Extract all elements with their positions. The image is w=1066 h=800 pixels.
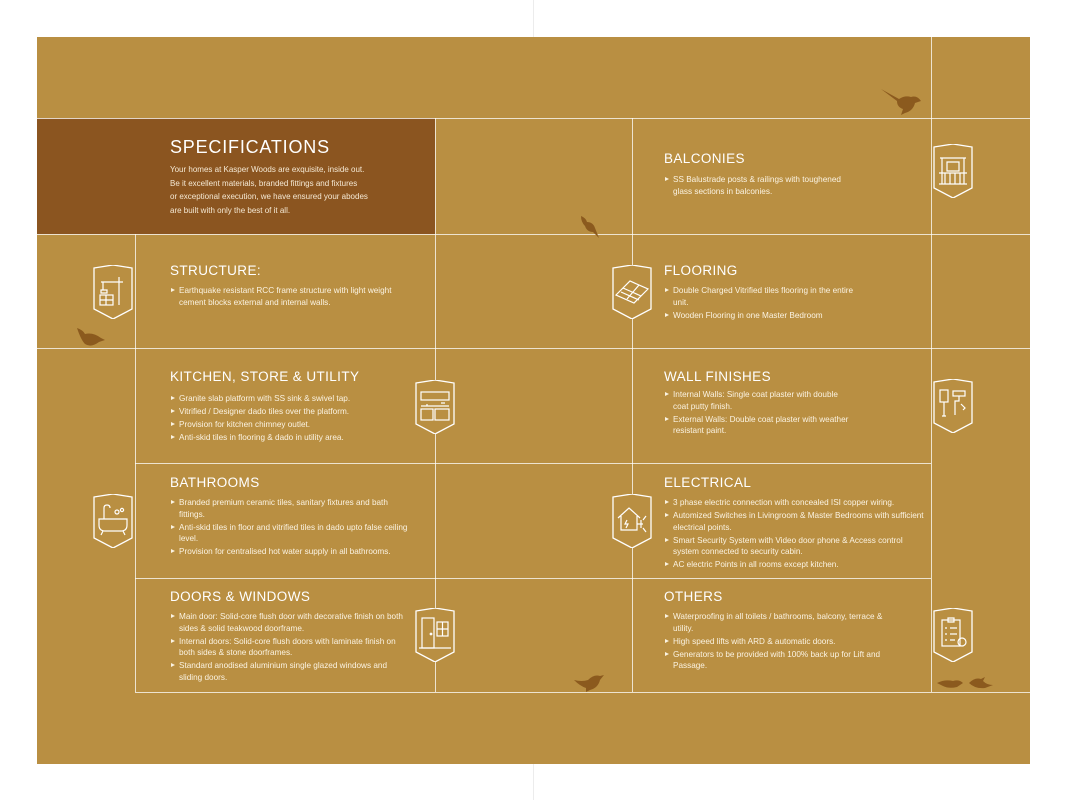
- list-item: Anti-skid tiles in flooring & dado in utility area.: [170, 432, 410, 444]
- others-list: [664, 611, 889, 673]
- wall-title: WALL FINISHES: [664, 369, 771, 384]
- bird-icon: [75, 326, 107, 350]
- list-item: Vitrified / Designer dado tiles over the platform.: [170, 406, 410, 418]
- electric-house-icon: [610, 494, 654, 548]
- spec-board: [37, 37, 1030, 764]
- grid-line: [37, 118, 1030, 119]
- list-item: Smart Security System with Video door phone & Access control system connected to security cabin.: [664, 535, 930, 558]
- balcony-railing-icon: [931, 144, 975, 198]
- electrical-list: [664, 497, 930, 572]
- construction-crane-icon: [91, 265, 135, 319]
- structure-title: STRUCTURE:: [170, 263, 261, 278]
- structure-list: [170, 285, 410, 310]
- list-item: Earthquake resistant RCC frame structure with light weight cement blocks external and internal walls.: [170, 285, 410, 308]
- list-item: Wooden Flooring in one Master Bedroom: [664, 310, 854, 322]
- list-item: 3 phase electric connection with concealed ISI copper wiring.: [664, 497, 930, 509]
- bathtub-icon: [91, 494, 135, 548]
- bird-icon: [572, 670, 606, 694]
- paint-roller-icon: [931, 379, 975, 433]
- grid-line: [135, 463, 931, 464]
- floor-tiles-icon: [610, 265, 654, 319]
- list-item: Standard anodised aluminium single glazed windows and sliding doors.: [170, 660, 410, 683]
- checklist-icon: [931, 608, 975, 662]
- grid-line: [135, 578, 931, 579]
- bird-icon: [935, 673, 995, 693]
- bird-icon: [879, 85, 929, 117]
- list-item: Generators to be provided with 100% back up for Lift and Passage.: [664, 649, 889, 672]
- doors-title: DOORS & WINDOWS: [170, 589, 311, 604]
- list-item: Automized Switches in Livingroom & Master Bedrooms with sufficient electrical points.: [664, 510, 930, 533]
- intro-text: [170, 163, 400, 217]
- list-item: AC electric Points in all rooms except kitchen.: [664, 559, 930, 571]
- intro-line: Be it excellent materials, branded fittings and fixtures: [170, 178, 358, 188]
- grid-line: [37, 234, 1030, 235]
- grid-line: [931, 37, 932, 692]
- balconies-list: [664, 174, 849, 199]
- list-item: Provision for centralised hot water supply in all bathrooms.: [170, 546, 410, 558]
- flooring-title: FLOORING: [664, 263, 738, 278]
- list-item: Provision for kitchen chimney outlet.: [170, 419, 410, 431]
- balconies-title: BALCONIES: [664, 151, 745, 166]
- intro-line: Your homes at Kasper Woods are exquisite, inside out.: [170, 165, 365, 174]
- list-item: Branded premium ceramic tiles, sanitary fixtures and bath fittings.: [170, 497, 410, 520]
- bathrooms-list: [170, 497, 410, 559]
- kitchen-title: KITCHEN, STORE & UTILITY: [170, 369, 360, 384]
- list-item: Internal doors: Solid-core flush doors with laminate finish on both sides & stone doorframes.: [170, 636, 410, 659]
- list-item: Double Charged Vitrified tiles flooring in the entire unit.: [664, 285, 854, 308]
- wall-list: [664, 389, 854, 438]
- list-item: Granite slab platform with SS sink & swivel tap.: [170, 393, 410, 405]
- list-item: External Walls: Double coat plaster with weather resistant paint.: [664, 414, 854, 437]
- bird-icon: [577, 214, 603, 240]
- page-title: SPECIFICATIONS: [170, 137, 330, 157]
- kitchen-list: [170, 393, 410, 445]
- others-title: OTHERS: [664, 589, 723, 604]
- grid-line: [632, 118, 633, 692]
- list-item: High speed lifts with ARD & automatic doors.: [664, 636, 889, 648]
- kitchen-cabinet-icon: [413, 380, 457, 434]
- intro-line: are built with only the best of it all.: [170, 205, 291, 215]
- door-window-icon: [413, 608, 457, 662]
- grid-line: [37, 348, 1030, 349]
- intro-line: or exceptional execution, we have ensured your abodes: [170, 192, 368, 202]
- doors-list: [170, 611, 410, 685]
- list-item: Main door: Solid-core flush door with decorative finish on both sides & solid teakwood doorframe.: [170, 611, 410, 634]
- list-item: Internal Walls: Single coat plaster with double coat putty finish.: [664, 389, 854, 412]
- list-item: SS Balustrade posts & railings with toughened glass sections in balconies.: [664, 174, 849, 197]
- grid-line: [135, 234, 136, 692]
- list-item: Waterproofing in all toilets / bathrooms, balcony, terrace & utility.: [664, 611, 889, 634]
- electrical-title: ELECTRICAL: [664, 475, 752, 490]
- bathrooms-title: BATHROOMS: [170, 475, 260, 490]
- flooring-list: [664, 285, 854, 323]
- list-item: Anti-skid tiles in floor and vitrified tiles in dado upto false ceiling level.: [170, 522, 410, 545]
